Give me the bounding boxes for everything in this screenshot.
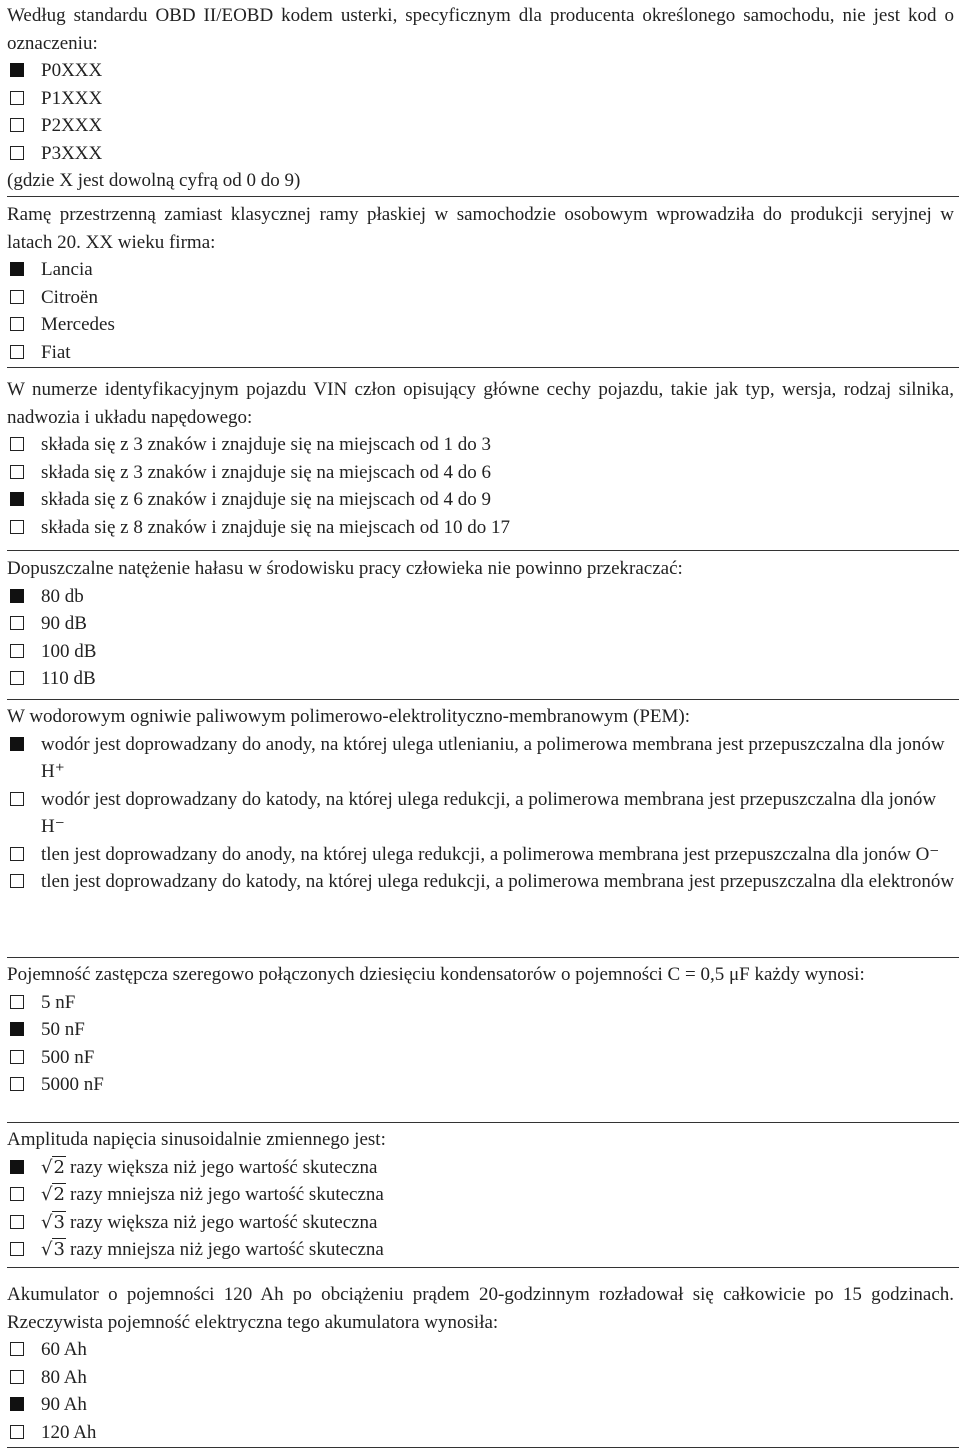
answer-option[interactable]: wodór jest doprowadzany do anody, na której ulega utlenianiu, a polimerowa membrana jest przepuszczalna dla jonów H⁺: [7, 731, 960, 786]
answer-option[interactable]: 90 dB: [7, 610, 960, 638]
checked-box-icon[interactable]: [10, 63, 24, 77]
checkbox-icon[interactable]: [10, 1242, 24, 1256]
checkbox-icon[interactable]: [10, 995, 24, 1009]
question-7: [0, 1126, 960, 1264]
checked-box-icon[interactable]: [10, 1397, 24, 1411]
checkbox-icon[interactable]: [10, 1215, 24, 1229]
question-text: W numerze identyfikacyjnym pojazdu VIN człon opisujący główne cechy pojazdu, takie jak typ, wersja, rodzaj silnika, nadwozia i układu napędowego:: [7, 379, 954, 428]
question-text: Według standardu OBD II/EOBD kodem usterki, specyficznym dla producenta określonego samochodu, nie jest kod o oznaczeniu:: [7, 5, 954, 54]
answer-option[interactable]: tlen jest doprowadzany do anody, na której ulega redukcji, a polimerowa membrana jest przepuszczalna dla jonów O⁻: [7, 841, 960, 869]
checkbox-icon[interactable]: [10, 1425, 24, 1439]
checkbox-icon[interactable]: [10, 146, 24, 160]
answer-option[interactable]: P2XXX: [7, 112, 960, 140]
checkbox-icon[interactable]: [10, 1342, 24, 1356]
checkbox-icon[interactable]: [10, 1077, 24, 1091]
question-text: Ramę przestrzenną zamiast klasycznej ramy płaskiej w samochodzie osobowym wprowadziła do produkcji seryjnej w latach 20. XX wieku firma:: [7, 204, 954, 253]
question-text: Pojemność zastępcza szeregowo połączonych dziesięciu kondensatorów o pojemności C = 0,5 μF każdy wynosi:: [7, 964, 865, 985]
answer-option[interactable]: P3XXX: [7, 140, 960, 168]
question-note: (gdzie X jest dowolną cyfrą od 0 do 9): [7, 170, 301, 191]
separator: [7, 1122, 959, 1123]
checkbox-icon[interactable]: [10, 118, 24, 132]
answer-option[interactable]: Mercedes: [7, 311, 960, 339]
separator: [7, 196, 959, 197]
answer-option[interactable]: P0XXX: [7, 57, 960, 85]
question-8: [0, 1281, 960, 1446]
answer-option[interactable]: √3 razy mniejsza niż jego wartość skuteczna: [7, 1236, 960, 1264]
checkbox-icon[interactable]: [10, 1187, 24, 1201]
question-text: W wodorowym ogniwie paliwowym polimerowo-elektrolityczno-membranowym (PEM):: [7, 706, 690, 727]
answer-option[interactable]: składa się z 8 znaków i znajduje się na miejscach od 10 do 17: [7, 514, 960, 542]
question-text: Akumulator o pojemności 120 Ah po obciążeniu prądem 20-godzinnym rozładował się całkowicie po 15 godzinach. Rzeczywista pojemność elektryczna tego akumulatora wynosiła:: [7, 1284, 954, 1333]
checkbox-icon[interactable]: [10, 644, 24, 658]
separator: [7, 550, 959, 551]
answer-option[interactable]: 5000 nF: [7, 1071, 960, 1099]
answer-option[interactable]: tlen jest doprowadzany do katody, na której ulega redukcji, a polimerowa membrana jest przepuszczalna dla elektronów: [7, 868, 960, 896]
question-2: [0, 201, 960, 366]
question-1: [0, 2, 960, 195]
checkbox-icon[interactable]: [10, 792, 24, 806]
checked-box-icon[interactable]: [10, 262, 24, 276]
checked-box-icon[interactable]: [10, 492, 24, 506]
separator: [7, 1267, 959, 1268]
checked-box-icon[interactable]: [10, 1022, 24, 1036]
answer-option[interactable]: 120 Ah: [7, 1419, 960, 1447]
answer-option[interactable]: 80 Ah: [7, 1364, 960, 1392]
answer-option[interactable]: Citroën: [7, 284, 960, 312]
checkbox-icon[interactable]: [10, 671, 24, 685]
checkbox-icon[interactable]: [10, 1050, 24, 1064]
separator: [7, 1447, 959, 1448]
square-root-symbol: √2: [41, 1184, 65, 1205]
answer-option[interactable]: √3 razy większa niż jego wartość skuteczna: [7, 1209, 960, 1237]
answer-option[interactable]: √2 razy większa niż jego wartość skuteczna: [7, 1154, 960, 1182]
answer-option[interactable]: 110 dB: [7, 665, 960, 693]
answer-option[interactable]: 60 Ah: [7, 1336, 960, 1364]
answer-option[interactable]: składa się z 3 znaków i znajduje się na miejscach od 1 do 3: [7, 431, 960, 459]
checkbox-icon[interactable]: [10, 345, 24, 359]
separator: [7, 699, 959, 700]
checkbox-icon[interactable]: [10, 437, 24, 451]
question-text: Dopuszczalne natężenie hałasu w środowisku pracy człowieka nie powinno przekraczać:: [7, 558, 683, 579]
checkbox-icon[interactable]: [10, 91, 24, 105]
checkbox-icon[interactable]: [10, 847, 24, 861]
square-root-symbol: √3: [41, 1239, 65, 1260]
answer-option[interactable]: 80 db: [7, 583, 960, 611]
checkbox-icon[interactable]: [10, 317, 24, 331]
answer-option[interactable]: wodór jest doprowadzany do katody, na której ulega redukcji, a polimerowa membrana jest przepuszczalna dla jonów H⁻: [7, 786, 960, 841]
question-6: [0, 961, 960, 1099]
answer-option[interactable]: 50 nF: [7, 1016, 960, 1044]
question-5: [0, 703, 960, 896]
answer-option[interactable]: 500 nF: [7, 1044, 960, 1072]
answer-option[interactable]: składa się z 3 znaków i znajduje się na miejscach od 4 do 6: [7, 459, 960, 487]
question-text: Amplituda napięcia sinusoidalnie zmiennego jest:: [7, 1129, 386, 1150]
checkbox-icon[interactable]: [10, 290, 24, 304]
answer-option[interactable]: 100 dB: [7, 638, 960, 666]
checkbox-icon[interactable]: [10, 1370, 24, 1384]
checked-box-icon[interactable]: [10, 1160, 24, 1174]
square-root-symbol: √3: [41, 1211, 65, 1233]
checkbox-icon[interactable]: [10, 874, 24, 888]
checked-box-icon[interactable]: [10, 737, 24, 751]
answer-option[interactable]: Fiat: [7, 339, 960, 367]
answer-option[interactable]: 5 nF: [7, 989, 960, 1017]
answer-option[interactable]: składa się z 6 znaków i znajduje się na miejscach od 4 do 9: [7, 486, 960, 514]
checkbox-icon[interactable]: [10, 520, 24, 534]
checkbox-icon[interactable]: [10, 616, 24, 630]
square-root-symbol: √2: [41, 1156, 65, 1178]
answer-option[interactable]: √2 razy mniejsza niż jego wartość skuteczna: [7, 1181, 960, 1209]
checked-box-icon[interactable]: [10, 589, 24, 603]
question-4: [0, 555, 960, 693]
checkbox-icon[interactable]: [10, 465, 24, 479]
answer-option[interactable]: P1XXX: [7, 85, 960, 113]
question-3: [0, 376, 960, 541]
separator: [7, 367, 959, 368]
separator: [7, 957, 959, 958]
answer-option[interactable]: 90 Ah: [7, 1391, 960, 1419]
answer-option[interactable]: Lancia: [7, 256, 960, 284]
